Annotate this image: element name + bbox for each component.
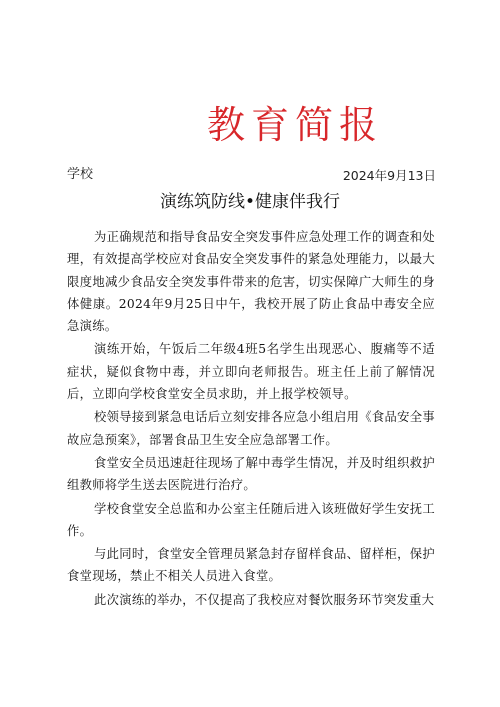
paragraph: 演练开始，午饭后二年级4班5名学生出现恶心、腹痛等不适症状，疑似食物中毒，并立即向老师报告。班主任上前了解情况后，立即向学校食堂安全员求助，并上报学校领导。: [67, 342, 435, 402]
masthead-title: 教育简报: [206, 103, 383, 147]
paragraph: 食堂安全员迅速赶往现场了解中毒学生情况，并及时组织救护组教师将学生送去医院进行治疗。: [67, 455, 435, 493]
school-label: 学校: [67, 167, 94, 182]
paragraph: 为正确规范和指导食品安全突发事件应急处理工作的调查和处理，有效提高学校应对食品安全突发事件的紧急处理能力，以最大限度地减少食品安全突发事件带来的危害，切实保障广大师生的身体健康。2024年9月25日中午，我校开展了防止食品中毒安全应急演练。: [67, 230, 435, 334]
article-body: [67, 226, 435, 612]
paragraph: 学校食堂安全总监和办公室主任随后进入该班做好学生安抚工作。: [67, 501, 435, 538]
paragraph: 与此同时，食堂安全管理员紧急封存留样食品、留样柜，保护食堂现场，禁止不相关人员进入食堂。: [67, 547, 435, 584]
paragraph: 此次演练的举办，不仅提高了我校应对餐饮服务环节突发重大: [94, 592, 435, 607]
paragraph: 校领导接到紧急电话后立刻安排各应急小组启用《食品安全事故应急预案》，部署食品卫生安全应急部署工作。: [67, 410, 435, 447]
article-headline: 演练筑防线•健康伴我行: [159, 192, 341, 212]
issue-date: 2024年9月13日: [342, 168, 436, 183]
